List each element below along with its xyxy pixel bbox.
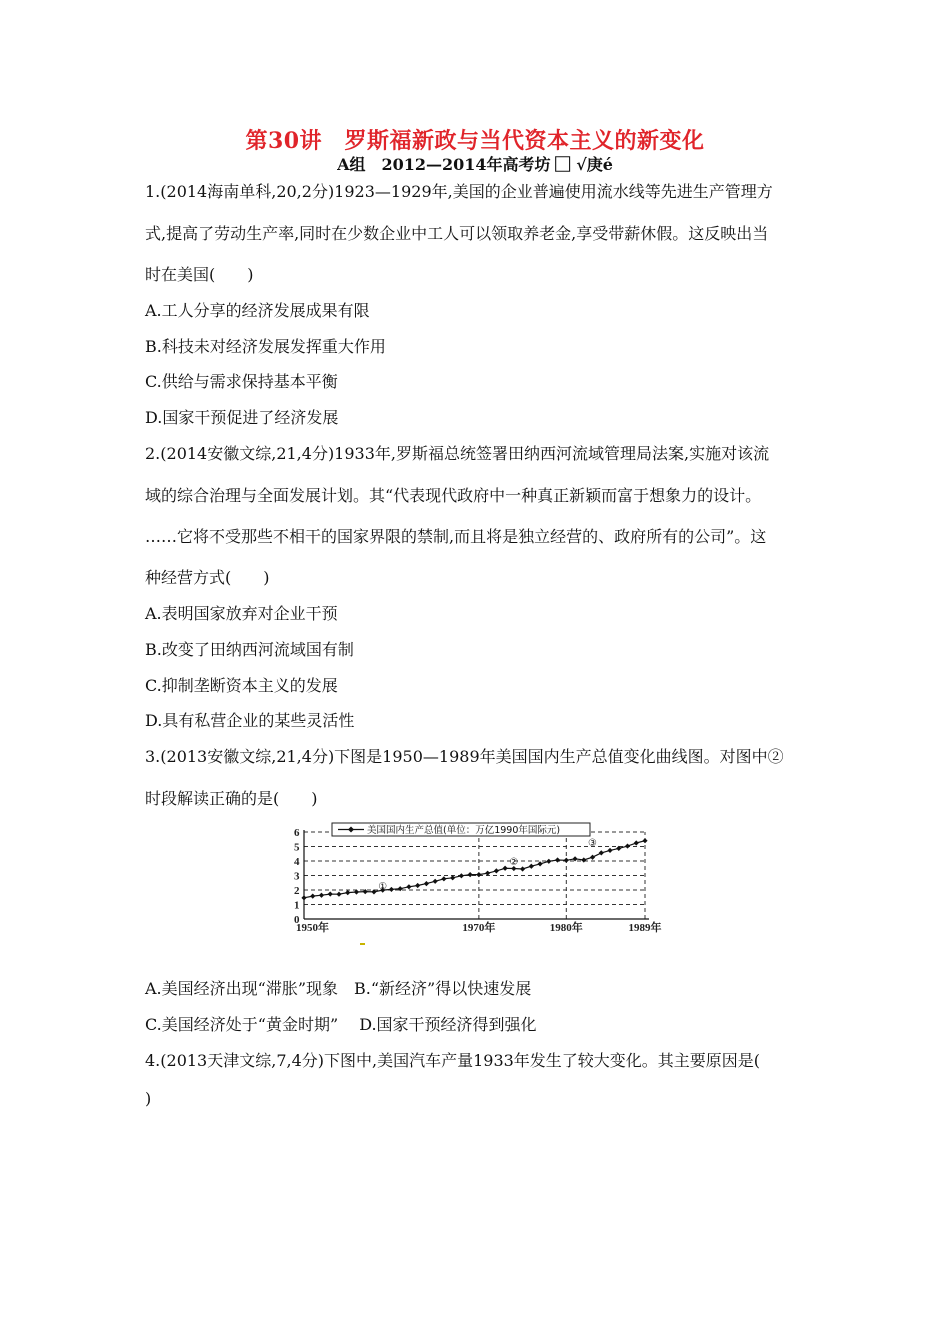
question-2-line-1: 2.(2014安徽文综,21,4分)1933年,罗斯福总统签署田纳西河流域管理局法案,实施对该流 [145,444,770,463]
data-point [503,866,508,871]
chart-x-ticks [296,920,662,934]
data-point [328,891,333,896]
data-point [494,868,499,873]
question-2-line-3: ……它将不受那些不相干的国家界限的禁制,而且将是独立经营的、政府所有的公司”。这 [145,527,767,546]
period-annotation: ① [378,881,388,893]
chart-y-ticks [294,827,300,926]
question-3-options-ab: A.美国经济出现“滞胀”现象 B.“新经济”得以快速发展 [145,979,532,998]
stray-mark [360,943,365,945]
question-1-line-2: 式,提高了劳动生产率,同时在少数企业中工人可以领取养老金,享受带薪休假。这反映出当 [145,224,769,243]
question-1-option-d: D.国家干预促进了经济发展 [145,408,339,427]
data-point [537,861,542,866]
data-point [642,838,647,843]
question-2-line-2: 域的综合治理与全面发展计划。其“代表现代政府中一种真正新颖而富于想象力的设计。 [145,486,762,505]
data-point [546,859,551,864]
period-annotation: ③ [588,838,598,850]
data-point [529,864,534,869]
data-point [599,850,604,855]
data-point [336,892,341,897]
gdp-series-line [304,841,645,898]
data-point [433,879,438,884]
data-point [415,883,420,888]
section-subtitle: A组 2012—2014年高考坊 ⃞ √庚é [337,155,613,174]
question-2-line-4: 种经营方式( ) [145,568,270,587]
question-2-option-d: D.具有私营企业的某些灵活性 [145,711,355,730]
question-2-option-b: B.改变了田纳西河流域国有制 [145,640,354,659]
question-1-line-3: 时在美国( ) [145,265,254,284]
data-point [468,872,473,877]
data-point [345,890,350,895]
question-1-option-b: B.科技未对经济发展发挥重大作用 [145,337,386,356]
question-1-option-c: C.供给与需求保持基本平衡 [145,372,338,391]
y-tick-label: 5 [294,841,300,854]
question-3-line-2: 时段解读正确的是( ) [145,789,318,808]
data-point [301,895,306,900]
chart-legend [332,823,590,836]
data-point [406,884,411,889]
data-point [459,873,464,878]
data-point [441,876,446,881]
question-3-line-1: 3.(2013安徽文综,21,4分)下图是1950—1989年美国国内生产总值变化曲线图。对图中② [145,747,784,766]
x-tick-label: 1980年 [549,922,583,934]
x-tick-label: 1970年 [462,922,496,934]
data-point [607,848,612,853]
period-annotation: ② [509,857,519,868]
data-point [520,866,525,871]
data-point [389,887,394,892]
question-1-line-1: 1.(2014海南单科,20,2分)1923—1929年,美国的企业普遍使用流水线等先进生产管理方 [145,182,773,201]
data-point [634,840,639,845]
data-point [398,886,403,891]
question-1-option-a: A.工人分享的经济发展成果有限 [145,301,370,320]
data-point [555,857,560,862]
page-title: 第30讲 罗斯福新政与当代资本主义的新变化 [245,128,705,154]
data-point [319,893,324,898]
question-2-option-a: A.表明国家放弃对企业干预 [145,604,338,623]
y-tick-label: 4 [294,856,300,868]
data-point [476,872,481,877]
question-4-line-1: 4.(2013天津文综,7,4分)下图中,美国汽车产量1933年发生了较大变化。其主要原因是( [145,1051,761,1070]
data-point [564,858,569,863]
data-point [590,855,595,860]
y-tick-label: 1 [294,899,300,912]
y-tick-label: 6 [294,827,300,839]
question-4-line-2: ) [145,1089,152,1108]
data-point [310,893,315,898]
data-point [625,843,630,848]
legend-label: 美国国内生产总值(单位：万亿1990年国际元) [367,825,561,836]
x-tick-label: 1989年 [628,922,662,934]
gdp-line-chart [290,822,670,952]
question-3-options-cd: C.美国经济处于“黄金时期” D.国家干预经济得到强化 [145,1015,537,1034]
y-tick-label: 0 [294,914,300,926]
y-tick-label: 2 [294,885,300,897]
question-2-option-c: C.抑制垄断资本主义的发展 [145,676,338,695]
x-tick-label: 1950年 [296,922,329,934]
data-point [581,857,586,862]
data-point [424,881,429,886]
y-tick-label: 3 [294,870,300,883]
